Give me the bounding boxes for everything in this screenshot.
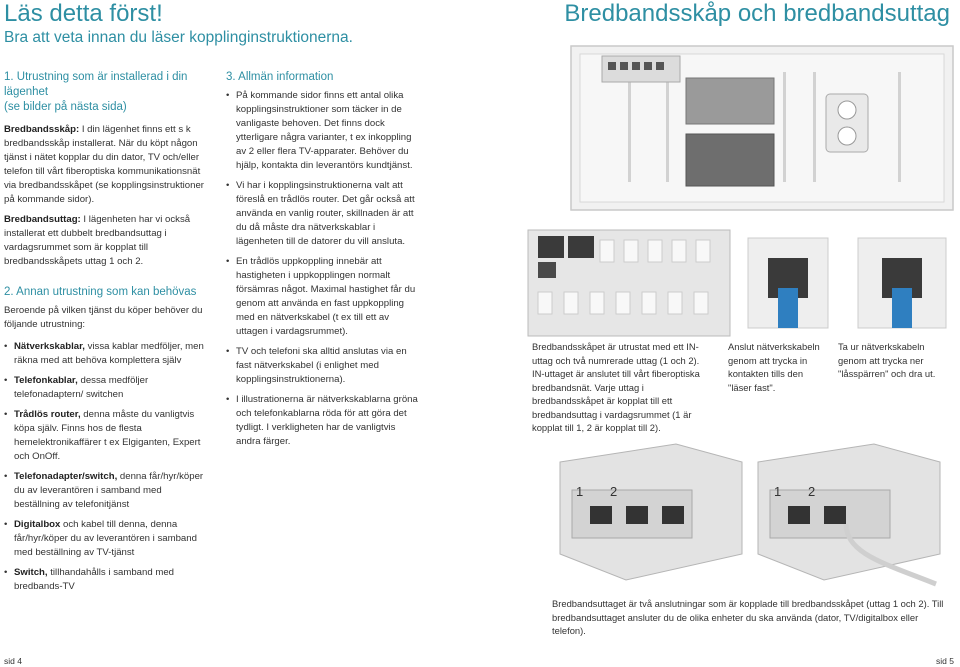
wall-outlet-illustration [546,434,952,590]
caption-cabinet: Bredbandsskåpet är utrustat med ett IN-uttag och två numrerade uttag (1 och 2). IN-uttaget är anslutet till vårt fiberoptiska bredbandsnät. Varje uttag i bredbandsskåpet är kopplat till ett bredbandsuttag i vardagsrummet (1 är kopplat till 1, 2 är kopplat till 2). [532,341,700,433]
list-item [4,470,209,512]
caption-outlet: Bredbandsuttaget är två anslutningar som är kopplade till bredbandsskåpet (uttag 1 och 2). Till bredbandsuttaget ansluter du de olika enheter du ska använda (dator, TV/digitalbox eller telefon). [552,598,944,636]
list-item [4,408,209,464]
page-subtitle: Bra att veta innan du läser kopplinginstruktionerna. [4,29,353,46]
item-text: denna får/hyr/köper du av leverantören i samband med beställning av telefonitjänst [14,471,204,510]
cabinet-illustration [568,42,956,214]
caption-connect: Anslut nätverkskabeln genom att trycka in kontakten tills den "läser fast". [728,341,820,393]
list-item: • Vi har i kopplingsinstruktionerna valt att föreslå en trådlös router. Det går också att använda en vanlig router, skillnaden är att du då måste dra nätverkskablar i lägenheten till de datorer du vill ansluta. [226,179,422,249]
item-term: Switch, [14,567,48,578]
list-item: • På kommande sidor finns ett antal olika kopplingsinstruktioner som täcker in de vanligaste behoven. Det finns dock ytterligare några varianter, t ex inkoppling av 2 eller flera TV-apparater. Behöver du hjälp, kontakta din leverantörs kundtjänst. [226,89,422,173]
section-1-heading-line-2: (se bilder på nästa sida) [4,101,127,113]
item-text: och kabel till denna, denna får/hyr/köper du av leverantören i samband med beställning av TV-tjänst [14,519,197,558]
text-bredbandsskap: I din lägenhet finns ett s k bredbandsskåp installerat. När du köpt någon tjänst i nätet kopplar du din dator, TV och/eller telefon till vårt fiberoptiska kommunikationsnät via bredbandsskåpet (se kopplingsinstruktioner på kommande sidor). [4,124,204,205]
outlet-label-1b: 1 [774,484,782,499]
text-bredbandsuttag: I lägenheten har vi också installerat ett dubbelt bredbandsuttag i vardagsrummet som är kopplat till bredbandsskåpets uttag 1 och 2. [4,214,191,267]
item-term: Telefonkablar, [14,375,78,386]
item-text: denna måste du vanligtvis köpa själv. Finns hos de flesta hemelektronikaffärer t ex Elgiganten, Expert och OnOff. [14,409,201,462]
list-item [4,340,209,368]
equipment-list [4,340,209,594]
outlet-plate-illustration [526,228,732,338]
list-item: • En trådlös uppkoppling innebär att hastigheten i uppkopplingen normalt försämras något. Maximal hastighet får du genom att använda en fast uppkoppling med en nätverkskabel (t ex till ett av uttagen i vardagsrummet). [226,255,422,339]
outlet-left [560,444,742,580]
middle-column [226,70,422,455]
list-item: • I illustrationerna är nätverkskablarna gröna och telefonkablarna röda för att göra det tydligt. I verkligheten har de vanligtvis andra färger. [226,393,422,449]
term-bredbandsskap: Bredbandsskåp: [4,124,80,135]
list-item [4,566,209,594]
section-1-heading-line-1: 1. Utrustning som är installerad i din lägenhet [4,71,188,98]
right-page-title: Bredbandsskåp och bredbandsuttag [564,0,950,27]
outlet-label-1: 1 [576,484,584,499]
remove-illustration [848,228,956,338]
cabinet-photo [568,42,956,214]
page-number-left: sid 4 [4,656,22,666]
list-item: • TV och telefoni ska alltid anslutas via en fast nätverkskabel (i enlighet med kopplingsinstruktionerna). [226,345,422,387]
item-term: Nätverkskablar, [14,341,85,352]
list-item [4,518,209,560]
item-term: Trådlös router, [14,409,81,420]
caption-remove: Ta ur nätverkskabeln genom att trycka ner "låsspärren" och dra ut. [838,341,936,379]
page-number-right: sid 5 [936,656,954,666]
item-text: dessa medföljer telefonadaptern/ switchen [14,375,149,400]
item-term: Digitalbox [14,519,61,530]
outlet-label-2: 2 [610,484,618,499]
info-list [226,89,422,449]
outlet-label-2b: 2 [808,484,816,499]
section-2-intro: Beroende på vilken tjänst du köper behöver du följande utrustning: [4,305,203,330]
list-item [4,374,209,402]
connect-illustration [738,228,838,338]
item-text: vissa kablar medföljer, men räkna med att behöva komplettera själv [14,341,204,366]
connect-cable-photo [738,228,838,338]
paragraph-bredbandsuttag [4,213,209,269]
left-column [4,70,209,600]
item-text: tillhandahålls i samband med bredbands-TV [14,567,174,592]
item-term: Telefonadapter/switch, [14,471,118,482]
section-3-heading: 3. Allmän information [226,71,334,83]
section-1-heading [4,70,209,115]
remove-cable-photo [848,228,956,338]
wall-outlet-photo [546,434,952,590]
outlet-right [758,444,940,584]
paragraph-bredbandsskap [4,123,209,207]
section-2-heading: 2. Annan utrustning som kan behövas [4,286,197,298]
outlet-plate-photo [526,228,732,338]
page-title: Läs detta först! [4,0,163,27]
term-bredbandsuttag: Bredbandsuttag: [4,214,81,225]
